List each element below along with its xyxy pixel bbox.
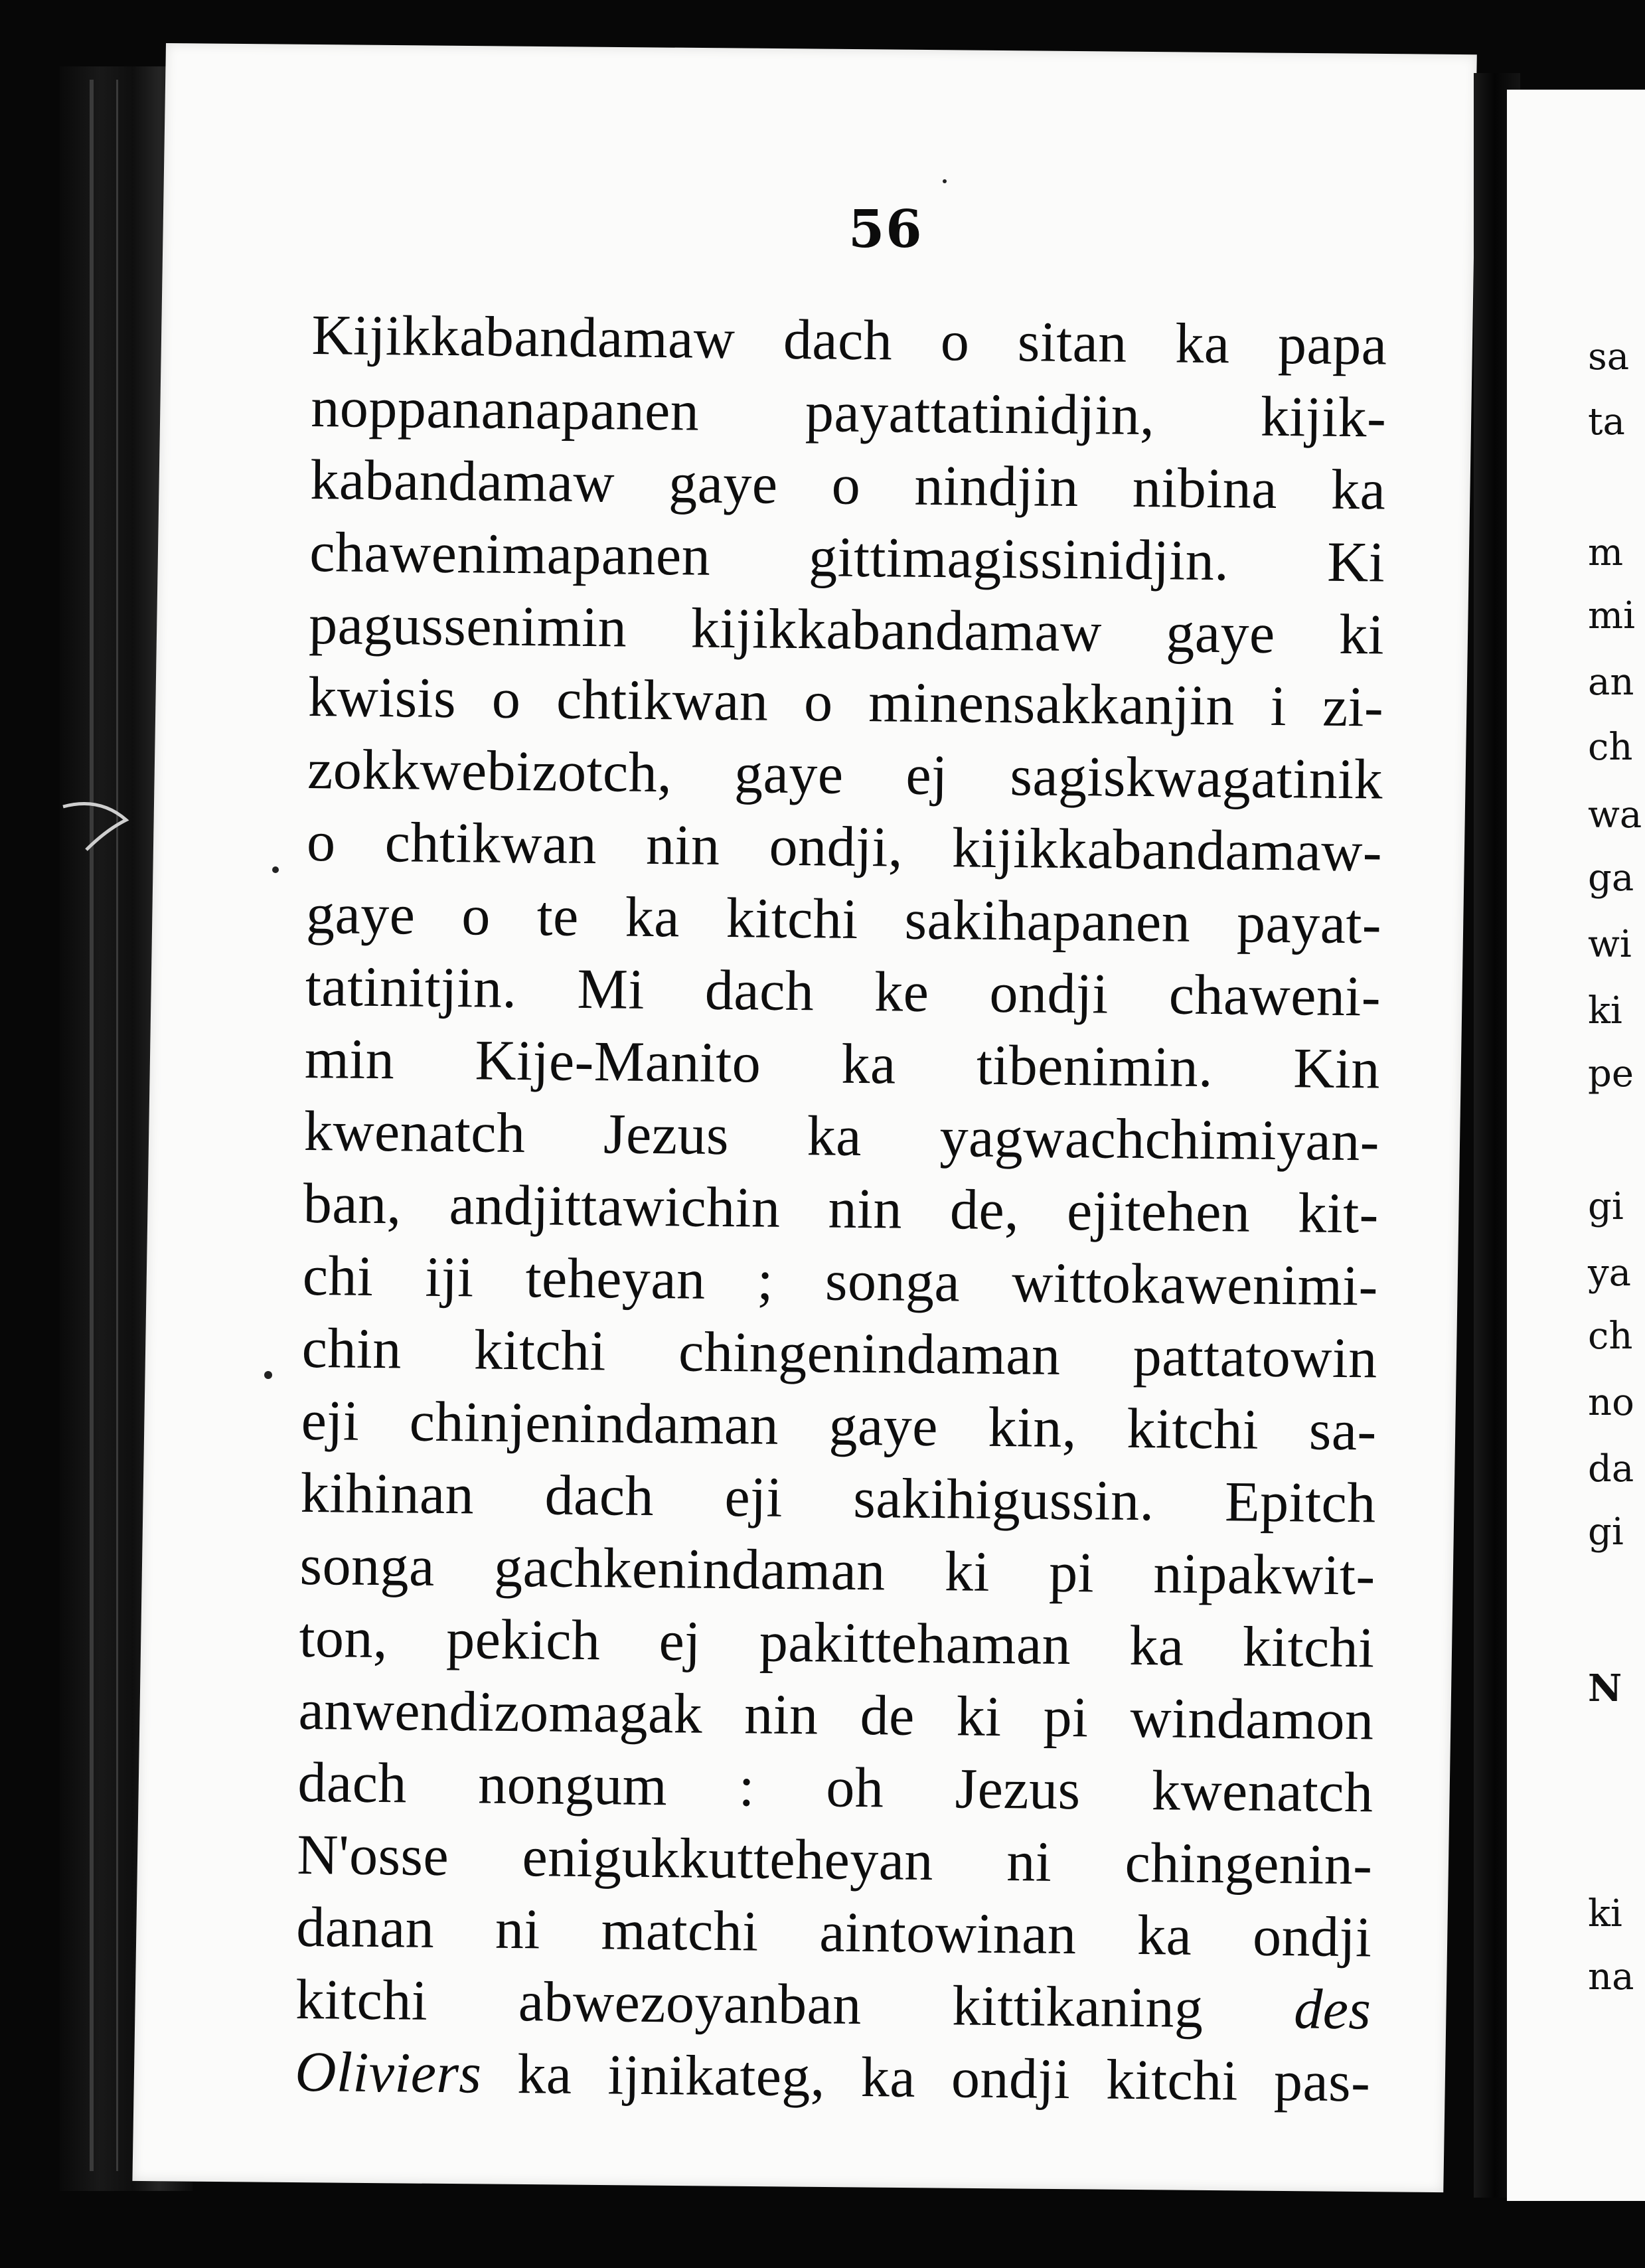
facing-page-fragment: ta bbox=[1588, 400, 1625, 444]
facing-page-fragment: m bbox=[1588, 531, 1624, 574]
text-line bbox=[295, 1963, 1371, 2046]
ink-speck bbox=[943, 179, 947, 183]
text-line: noppananapanen payattatinidjin, kijik- bbox=[310, 374, 1387, 449]
text-line: eji chinjenindaman gaye kin, kitchi sa- bbox=[301, 1388, 1377, 1463]
facing-page-fragment: mi bbox=[1588, 594, 1636, 637]
text-line: dach nongum : oh Jezus kwenatch bbox=[297, 1749, 1373, 1824]
text-line: zokkwebizotch, gaye ej sagiskwagatinik bbox=[307, 736, 1383, 811]
facing-page-fragment: wa bbox=[1588, 793, 1642, 837]
facing-page-fragment: ga bbox=[1588, 856, 1634, 900]
text-line: o chtikwan nin ondji, kijikkabandamaw- bbox=[306, 809, 1383, 884]
facing-page-fragment: ki bbox=[1588, 989, 1622, 1032]
text-line: songa gachkenindaman ki pi nipakwit- bbox=[299, 1532, 1376, 1607]
ink-speck bbox=[264, 1371, 272, 1379]
facing-page-fragment: wi bbox=[1588, 923, 1632, 966]
pencil-mark-icon bbox=[60, 793, 133, 853]
text-line: min Kije-Manito ka tibenimin. Kin bbox=[304, 1026, 1381, 1101]
ink-speck bbox=[272, 866, 279, 873]
facing-page-fragment: N bbox=[1588, 1666, 1622, 1710]
facing-page-fragment: ch bbox=[1588, 726, 1633, 769]
text-line: tatinitjin. Mi dach ke ondji chaweni- bbox=[305, 953, 1381, 1028]
text-line: N'osse enigukkutteheyan ni chingenin- bbox=[297, 1822, 1373, 1897]
text-line: chawenimapanen gittimagissinidjin. Ki bbox=[309, 519, 1385, 594]
facing-page-fragment: ki bbox=[1588, 1892, 1622, 1935]
facing-page-fragment: an bbox=[1588, 661, 1634, 704]
binding-edge-line bbox=[116, 80, 118, 2171]
text-line: pagussenimin kijikkabandamaw gaye ki bbox=[308, 592, 1385, 667]
facing-page-fragment: ch bbox=[1588, 1315, 1633, 1358]
text-line: danan ni matchi aintowinan ka ondji bbox=[296, 1894, 1372, 1969]
text-line bbox=[295, 2036, 1371, 2119]
binding-edge-line bbox=[90, 80, 94, 2171]
page-number: 56 bbox=[848, 199, 923, 260]
facing-page-fragment: da bbox=[1588, 1447, 1634, 1491]
facing-page-fragment: na bbox=[1588, 1955, 1634, 1998]
text-line: kwenatch Jezus ka yagwachchimiyan- bbox=[303, 1098, 1380, 1173]
text-line: Kijikkabandamaw dach o sitan ka papa bbox=[311, 302, 1387, 377]
facing-page-fragment: sa bbox=[1588, 335, 1630, 378]
text-line: anwendizomagak nin de ki pi windamon bbox=[298, 1677, 1374, 1752]
facing-page-fragment: gi bbox=[1588, 1510, 1624, 1554]
text-line: kabandamaw gaye o nindjin nibina ka bbox=[309, 447, 1386, 522]
text-line-part: ka ijnikateg, ka ondji kitchi pas- bbox=[516, 2042, 1371, 2114]
text-line: kihinan dach eji sakihigussin. Epitch bbox=[300, 1460, 1377, 1535]
facing-page-fragment: gi bbox=[1588, 1185, 1624, 1228]
facing-page-fragment: pe bbox=[1588, 1052, 1634, 1095]
italic-word: Oliviers bbox=[294, 2039, 482, 2105]
text-line-part: kitchi abwezoyanban kittikaning bbox=[295, 1967, 1204, 2040]
text-line: ton, pekich ej pakittehaman ka kitchi bbox=[299, 1605, 1375, 1680]
facing-page-fragment: ya bbox=[1588, 1252, 1632, 1295]
text-line: chi iji teheyan ; songa wittokawenimi- bbox=[302, 1243, 1379, 1318]
italic-word: des bbox=[1293, 1977, 1371, 2042]
facing-page-fragment: no bbox=[1588, 1381, 1634, 1424]
page-text bbox=[295, 299, 1387, 2118]
text-line: chin kitchi chingenindaman pattatowin bbox=[301, 1315, 1378, 1390]
text-line: ban, andjittawichin nin de, ejitehen kit- bbox=[303, 1171, 1379, 1246]
text-line: kwisis o chtikwan o minensakkanjin i zi- bbox=[307, 664, 1384, 739]
text-line: gaye o te ka kitchi sakihapanen payat- bbox=[305, 881, 1382, 956]
